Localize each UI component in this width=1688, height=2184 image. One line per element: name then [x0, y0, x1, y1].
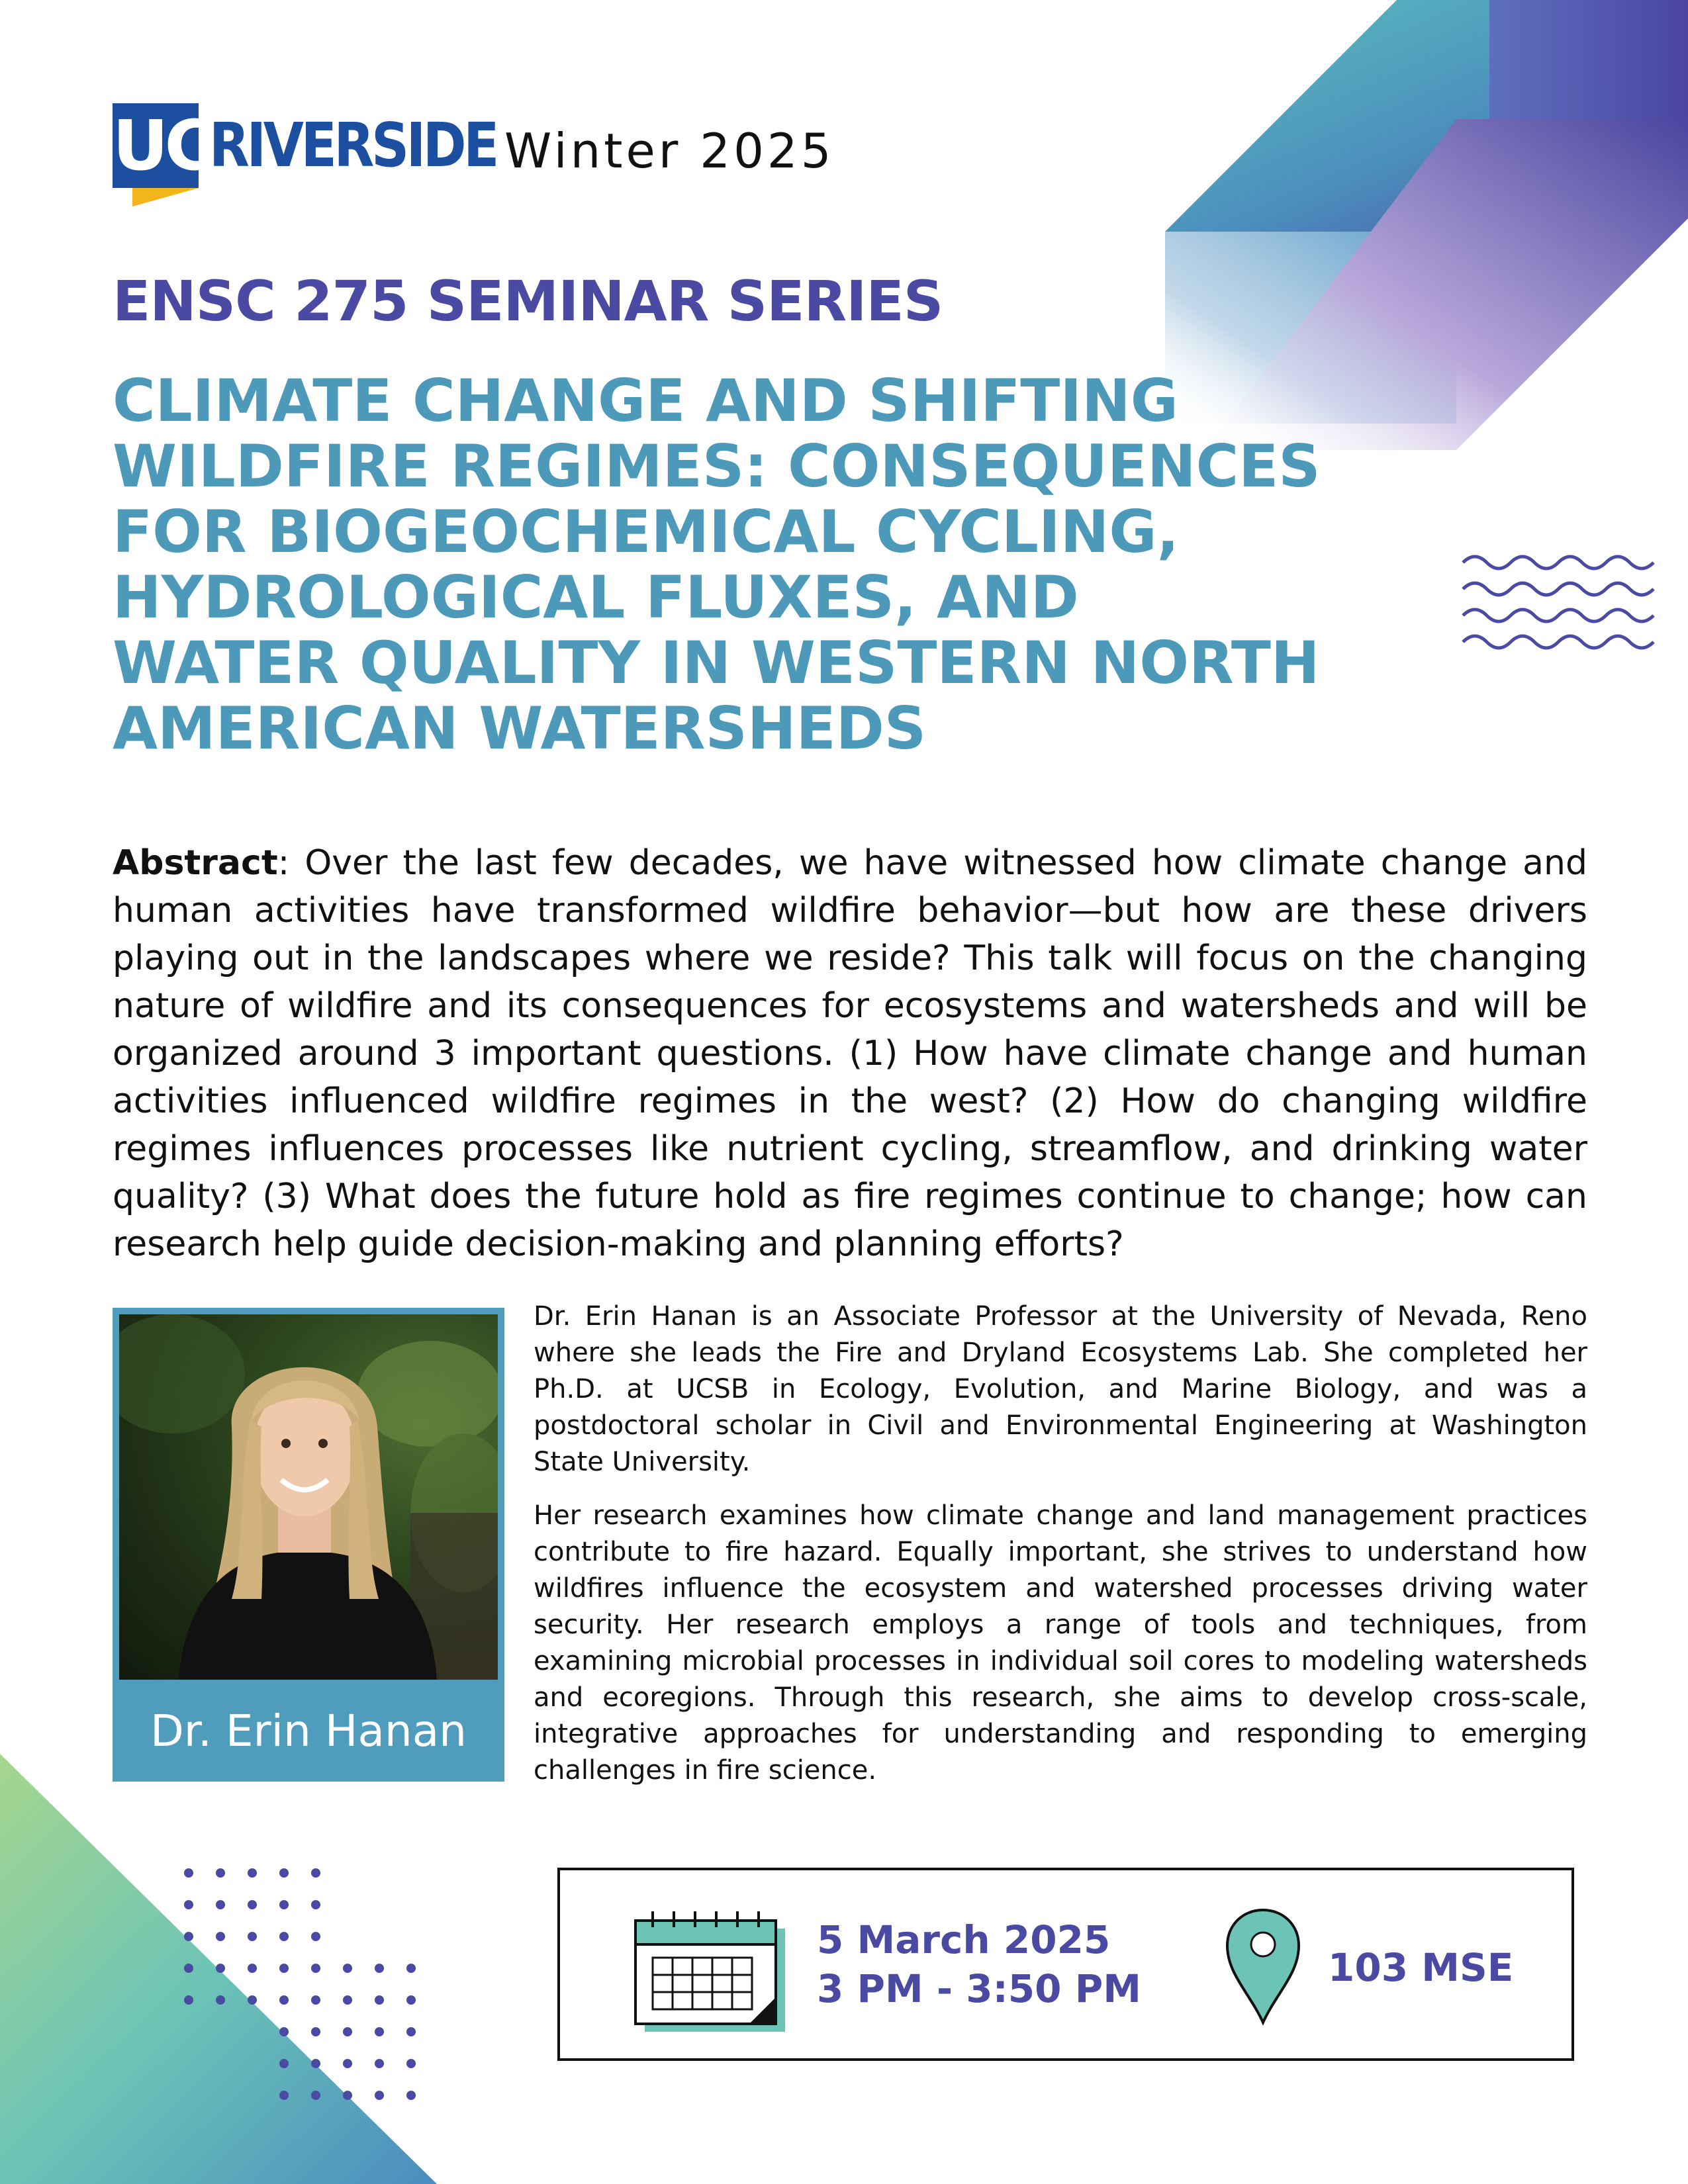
talk-title-line: AMERICAN WATERSHEDS	[113, 694, 927, 762]
speaker-name-caption: Dr. Erin Hanan	[150, 1706, 467, 1756]
map-pin-icon	[1223, 1907, 1303, 2026]
bio-paragraph: Dr. Erin Hanan is an Associate Professor at the University of Nevada, Reno where she leads the Fire and Dryland Ecosystems Lab. She completed her Ph.D. at UCSB in Ecology, Evolution, and Marine Biology, and was a postdoctoral scholar in Civil and Environmental Engineering at Washington State University.	[534, 1301, 1587, 1477]
abstract-text: : Over the last few decades, we have witnessed how climate change and human activities have transformed wildfire behavior—but how are these drivers playing out in the landscapes where we reside? This talk will focus on the changing nature of wildfire and its consequences for ecosystems and watersheds and will be organized around 3 important questions. (1) How have climate change and human activities influenced wildfire regimes in the west? (2) How do changing wildfire regimes influences processes like nutrient cycling, streamflow, and drinking water quality? (3) What does the future hold as fire regimes continue to change; how can research help guide decision-making and planning efforts?	[113, 843, 1587, 1264]
logo-uc: UC	[113, 105, 211, 186]
ucr-logo	[113, 103, 497, 208]
talk-title-line: CLIMATE CHANGE AND SHIFTING	[113, 367, 1178, 435]
event-details-box	[557, 1868, 1574, 2061]
abstract	[113, 839, 1587, 1268]
speaker-portrait-illustration	[119, 1314, 498, 1680]
talk-title-line: WATER QUALITY IN WESTERN NORTH	[113, 629, 1320, 697]
logo-riverside: RIVERSIDE	[209, 110, 497, 181]
bio-paragraph: Her research examines how climate change and land management practices contribute to fire hazard. Equally important, she strives to understand how wildfires influence the ecosystem and watershed processes driving water security. Her research employs a range of tools and techniques, from examining microbial processes in individual soil cores to modeling watersheds and ecoregions. Through this research, she aims to develop cross-scale, integrative approaches for understanding and responding to emerging challenges in fire science.	[534, 1500, 1587, 1786]
talk-title-line: WILDFIRE REGIMES: CONSEQUENCES	[113, 432, 1321, 500]
talk-title-line: FOR BIOGEOCHEMICAL CYCLING,	[113, 498, 1180, 566]
term-label: Winter 2025	[504, 123, 835, 179]
talk-title-line: HYDROLOGICAL FLUXES, AND	[113, 563, 1079, 631]
talk-title	[113, 368, 1489, 761]
decorative-triangle-bottom	[0, 1747, 450, 2184]
speaker-bio	[534, 1298, 1587, 1806]
event-time: 3 PM - 3:50 PM	[817, 1966, 1141, 2011]
event-location: 103 MSE	[1328, 1945, 1514, 1990]
calendar-icon	[633, 1910, 792, 2036]
seminar-series-title: ENSC 275 SEMINAR SERIES	[113, 269, 943, 334]
logo-gold-accent	[132, 188, 199, 206]
event-date: 5 March 2025	[817, 1917, 1111, 1962]
speaker-photo	[119, 1314, 498, 1680]
abstract-label: Abstract	[113, 843, 278, 883]
speaker-photo-frame	[113, 1308, 504, 1782]
